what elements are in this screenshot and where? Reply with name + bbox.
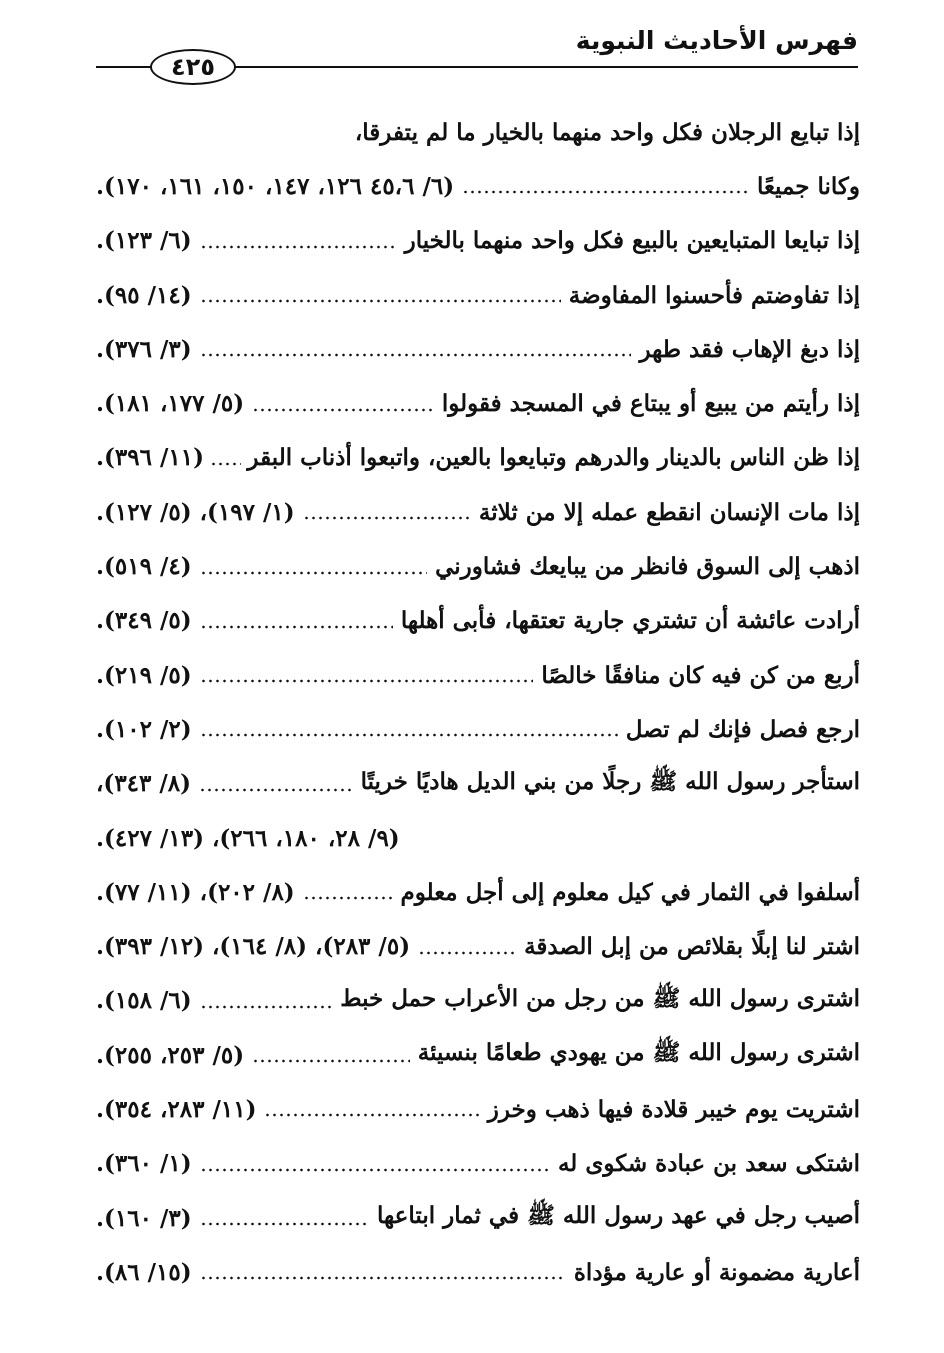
index-entry [96, 1245, 860, 1299]
leader-dots [200, 1273, 566, 1283]
entry-reference: (٥/ ١٧٧، ١٨١). [96, 390, 245, 418]
entry-reference: (٦/ ٤٥،٦ ١٢٦، ١٤٧، ١٥٠، ١٦١، ١٧٠). [96, 172, 455, 200]
index-entry [96, 1028, 860, 1082]
entry-reference: (١/ ٣٦٠). [96, 1150, 192, 1178]
entry-text: إذا مات الإنسان انقطع عمله إلا من ثلاثة [478, 498, 860, 526]
entry-reference: (٩/ ٢٨، ١٨٠، ٢٦٦)، (١٣/ ٤٢٧). [96, 824, 400, 852]
entry-reference: (٨/ ٣٤٣)، [96, 770, 192, 798]
entry-reference: (٢/ ١٠٢). [96, 715, 192, 743]
leader-dots [200, 568, 427, 578]
entry-text: اشترى رسول الله ﷺ من يهودي طعامًا بنسيئة [417, 1039, 860, 1067]
leader-dots [418, 948, 516, 958]
leader-dots [200, 730, 618, 740]
entry-text: إذا ظن الناس بالدينار والدرهم وتبايعوا بالعين، واتبعوا أذناب البقر [247, 444, 860, 472]
entry-text: أسلفوا في الثمار في كيل معلوم إلى أجل معلوم [400, 878, 860, 906]
leader-dots [200, 676, 534, 686]
leader-dots [303, 513, 471, 523]
leader-dots [252, 405, 434, 415]
entry-reference: (١٤/ ٩٥). [96, 281, 192, 309]
leader-dots [200, 242, 397, 252]
hadith-index-list [96, 105, 860, 1300]
entry-text: استأجر رسول الله ﷺ رجلًا من بني الديل هاديًا خريتًا [360, 767, 860, 795]
entry-reference: (٤/ ٥١٩). [96, 553, 192, 581]
index-entry [96, 376, 860, 430]
leader-dots [200, 1002, 333, 1012]
index-entry [96, 322, 860, 376]
entry-reference: (١٥/ ٨٦). [96, 1258, 192, 1286]
index-entry [96, 919, 860, 973]
leader-dots [462, 187, 749, 197]
entry-reference: (٥/ ٢٥٣، ٢٥٥). [96, 1041, 245, 1069]
entry-text: إذا تبايعا المتبايعين بالبيع فكل واحد منهما بالخيار [404, 227, 860, 255]
leader-dots [199, 785, 353, 795]
leader-dots [200, 296, 561, 306]
index-entry [96, 105, 860, 159]
entry-text: أعارية مضمونة أو عارية مؤداة [573, 1258, 860, 1286]
entry-text: أربع من كن فيه كان منافقًا خالصًا [541, 661, 860, 689]
index-entry [96, 159, 860, 213]
entry-reference: (٥/ ٢١٩). [96, 661, 192, 689]
index-entry [96, 648, 860, 702]
entry-reference: (١١/ ٣٩٦). [96, 444, 204, 472]
page-number: ٤٢٥ [150, 49, 236, 85]
entry-text: إذا تفاوضتم فأحسنوا المفاوضة [568, 281, 860, 309]
index-entry [96, 485, 860, 539]
index-entry [96, 431, 860, 485]
entry-reference: (٦/ ١٢٣). [96, 227, 192, 255]
leader-dots [200, 1165, 550, 1175]
index-entry [96, 974, 860, 1028]
entry-text: اشتكى سعد بن عبادة شكوى له [557, 1150, 860, 1178]
leader-dots [210, 459, 241, 469]
entry-reference: (٥/ ٢٨٣)، (٨/ ١٦٤)، (١٢/ ٣٩٣). [96, 933, 411, 961]
entry-text: إذا دبغ الإهاب فقد طهر [639, 335, 860, 363]
index-entry [96, 594, 860, 648]
entry-reference: (٦/ ١٥٨). [96, 987, 192, 1015]
index-entry [96, 702, 860, 756]
entry-text: أرادت عائشة أن تشتري جارية تعتقها، فأبى أهلها [400, 607, 860, 635]
leader-dots [303, 893, 393, 903]
index-entry [96, 757, 860, 811]
index-entry [96, 539, 860, 593]
entry-text: ارجع فصل فإنك لم تصل [625, 715, 860, 743]
entry-text: اشتريت يوم خيبر قلادة فيها ذهب وخرز [487, 1095, 860, 1123]
leader-dots [200, 622, 393, 632]
leader-dots [200, 350, 632, 360]
index-entry [96, 214, 860, 268]
entry-reference: (٥/ ٣٤٩). [96, 607, 192, 635]
leader-dots [252, 1056, 410, 1066]
entry-reference: (٨/ ٢٠٢)، (١١/ ٧٧). [96, 878, 295, 906]
entry-text: وكانا جميعًا [756, 172, 860, 200]
entry-reference: (٣/ ١٦٠). [96, 1204, 192, 1232]
entry-text: اشتر لنا إبلًا بقلائص من إبل الصدقة [524, 933, 860, 961]
index-entry [96, 1191, 860, 1245]
entry-text: إذا تبايع الرجلان فكل واحد منهما بالخيار ما لم يتفرقا، [354, 118, 860, 146]
entry-reference: (١/ ١٩٧)، (٥/ ١٢٧). [96, 498, 295, 526]
index-entry [96, 1137, 860, 1191]
index-entry-continuation [96, 811, 860, 865]
index-entry [96, 1082, 860, 1136]
entry-text: اذهب إلى السوق فانظر من يبايعك فشاورني [435, 553, 860, 581]
entry-reference: (١١/ ٢٨٣، ٣٥٤). [96, 1095, 257, 1123]
index-entry [96, 268, 860, 322]
entry-text: أصيب رجل في عهد رسول الله ﷺ في ثمار ابتاعها [377, 1202, 860, 1230]
leader-dots [264, 1110, 479, 1120]
leader-dots [200, 1219, 369, 1229]
running-header-title: فهرس الأحاديث النبوية [575, 26, 858, 55]
entry-reference: (٣/ ٣٧٦). [96, 335, 192, 363]
entry-text: إذا رأيتم من يبيع أو يبتاع في المسجد فقولوا [441, 390, 860, 418]
index-entry [96, 865, 860, 919]
entry-text: اشترى رسول الله ﷺ من رجل من الأعراب حمل خبط [340, 984, 860, 1012]
